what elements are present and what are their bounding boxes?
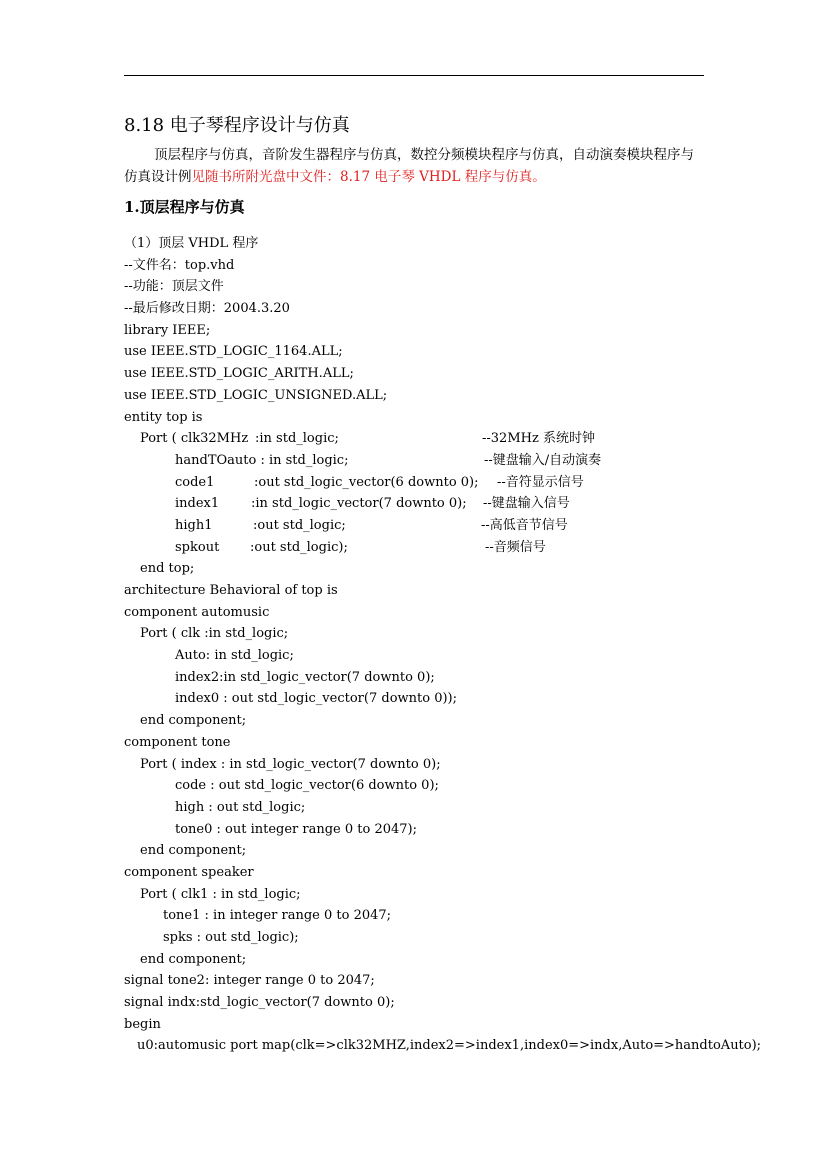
port-type: :in std_logic; bbox=[255, 431, 339, 447]
code-line: use IEEE.STD_LOGIC_1164.ALL; bbox=[124, 344, 343, 360]
code-line: entity top is bbox=[124, 409, 203, 425]
code-listing bbox=[124, 233, 762, 1057]
code-line: component speaker bbox=[124, 864, 254, 880]
code-line: --文件名：top.vhd bbox=[124, 257, 235, 273]
port-name: high1 bbox=[175, 517, 213, 533]
header-rule bbox=[124, 75, 704, 76]
code-line-port bbox=[124, 472, 724, 494]
intro-paragraph bbox=[124, 144, 706, 188]
code-line-port bbox=[124, 537, 724, 559]
code-line-port bbox=[124, 493, 724, 515]
code-line: use IEEE.STD_LOGIC_ARITH.ALL; bbox=[124, 366, 354, 382]
code-line: architecture Behavioral of top is bbox=[124, 583, 338, 598]
port-comment: --音频信号 bbox=[485, 539, 546, 555]
port-name: code1 bbox=[175, 474, 215, 490]
code-line: （1）顶层 VHDL 程序 bbox=[124, 236, 259, 251]
code-line: --最后修改日期：2004.3.20 bbox=[124, 301, 290, 317]
code-line: high : out std_logic; bbox=[175, 799, 306, 815]
intro-text: 顶层程序与仿真，音阶发生器程序与仿真，数控分频模块程序与仿真，自动演奏模块程序与仿真设计例 bbox=[124, 147, 694, 185]
code-line: component tone bbox=[124, 734, 231, 750]
code-line: tone0 : out integer range 0 to 2047); bbox=[175, 821, 418, 837]
port-name: handTOauto : in std_logic; bbox=[175, 452, 349, 468]
code-line: Auto: in std_logic; bbox=[175, 648, 294, 664]
code-line: begin bbox=[124, 1016, 161, 1032]
code-line: Port ( clk :in std_logic; bbox=[140, 626, 289, 642]
port-type: :out std_logic); bbox=[250, 539, 348, 555]
code-line: end component; bbox=[140, 951, 247, 967]
code-line: signal indx:std_logic_vector(7 downto 0); bbox=[124, 995, 395, 1011]
port-type: :in std_logic_vector(7 downto 0); bbox=[251, 496, 467, 512]
port-comment: --键盘输入/自动演奏 bbox=[484, 452, 602, 468]
code-line: tone1 : in integer range 0 to 2047; bbox=[163, 908, 392, 924]
port-name: index1 bbox=[175, 496, 220, 512]
code-line: component automusic bbox=[124, 604, 270, 620]
code-line-port bbox=[124, 450, 724, 472]
port-name: spkout bbox=[175, 539, 220, 555]
port-type: :out std_logic; bbox=[253, 517, 346, 533]
port-name: Port ( clk32MHz bbox=[140, 431, 249, 447]
code-line: end component; bbox=[140, 843, 247, 859]
port-comment: --32MHz 系统时钟 bbox=[482, 431, 595, 447]
section-heading: 1.顶层程序与仿真 bbox=[124, 198, 245, 216]
port-comment: --键盘输入信号 bbox=[483, 496, 570, 512]
code-line: signal tone2: integer range 0 to 2047; bbox=[124, 973, 375, 989]
code-line: Port ( index : in std_logic_vector(7 downto 0); bbox=[140, 756, 441, 772]
code-line: use IEEE.STD_LOGIC_UNSIGNED.ALL; bbox=[124, 387, 388, 403]
port-comment: --高低音节信号 bbox=[481, 517, 568, 533]
code-line: u0:automusic port map(clk=>clk32MHZ,index2=>index1,index0=>indx,Auto=>handtoAuto); bbox=[137, 1038, 762, 1054]
code-line: end top; bbox=[140, 561, 195, 577]
page-title: 8.18 电子琴程序设计与仿真 bbox=[124, 115, 350, 136]
code-line: Port ( clk1 : in std_logic; bbox=[140, 886, 301, 902]
code-line: spks : out std_logic); bbox=[163, 930, 299, 945]
code-line: library IEEE; bbox=[124, 322, 211, 338]
code-line-port bbox=[124, 428, 724, 450]
code-line: code : out std_logic_vector(6 downto 0); bbox=[175, 778, 439, 794]
code-line: end component; bbox=[140, 713, 247, 729]
code-line: index0 : out std_logic_vector(7 downto 0)); bbox=[175, 691, 457, 707]
code-line: index2:in std_logic_vector(7 downto 0); bbox=[175, 669, 435, 685]
code-line-port bbox=[124, 515, 724, 537]
intro-red-text: 见随书所附光盘中文件：8.17 电子琴 VHDL 程序与仿真。 bbox=[191, 169, 546, 185]
port-type: :out std_logic_vector(6 downto 0); bbox=[254, 474, 479, 490]
port-comment: --音符显示信号 bbox=[497, 474, 584, 490]
code-line: --功能：顶层文件 bbox=[124, 279, 224, 295]
